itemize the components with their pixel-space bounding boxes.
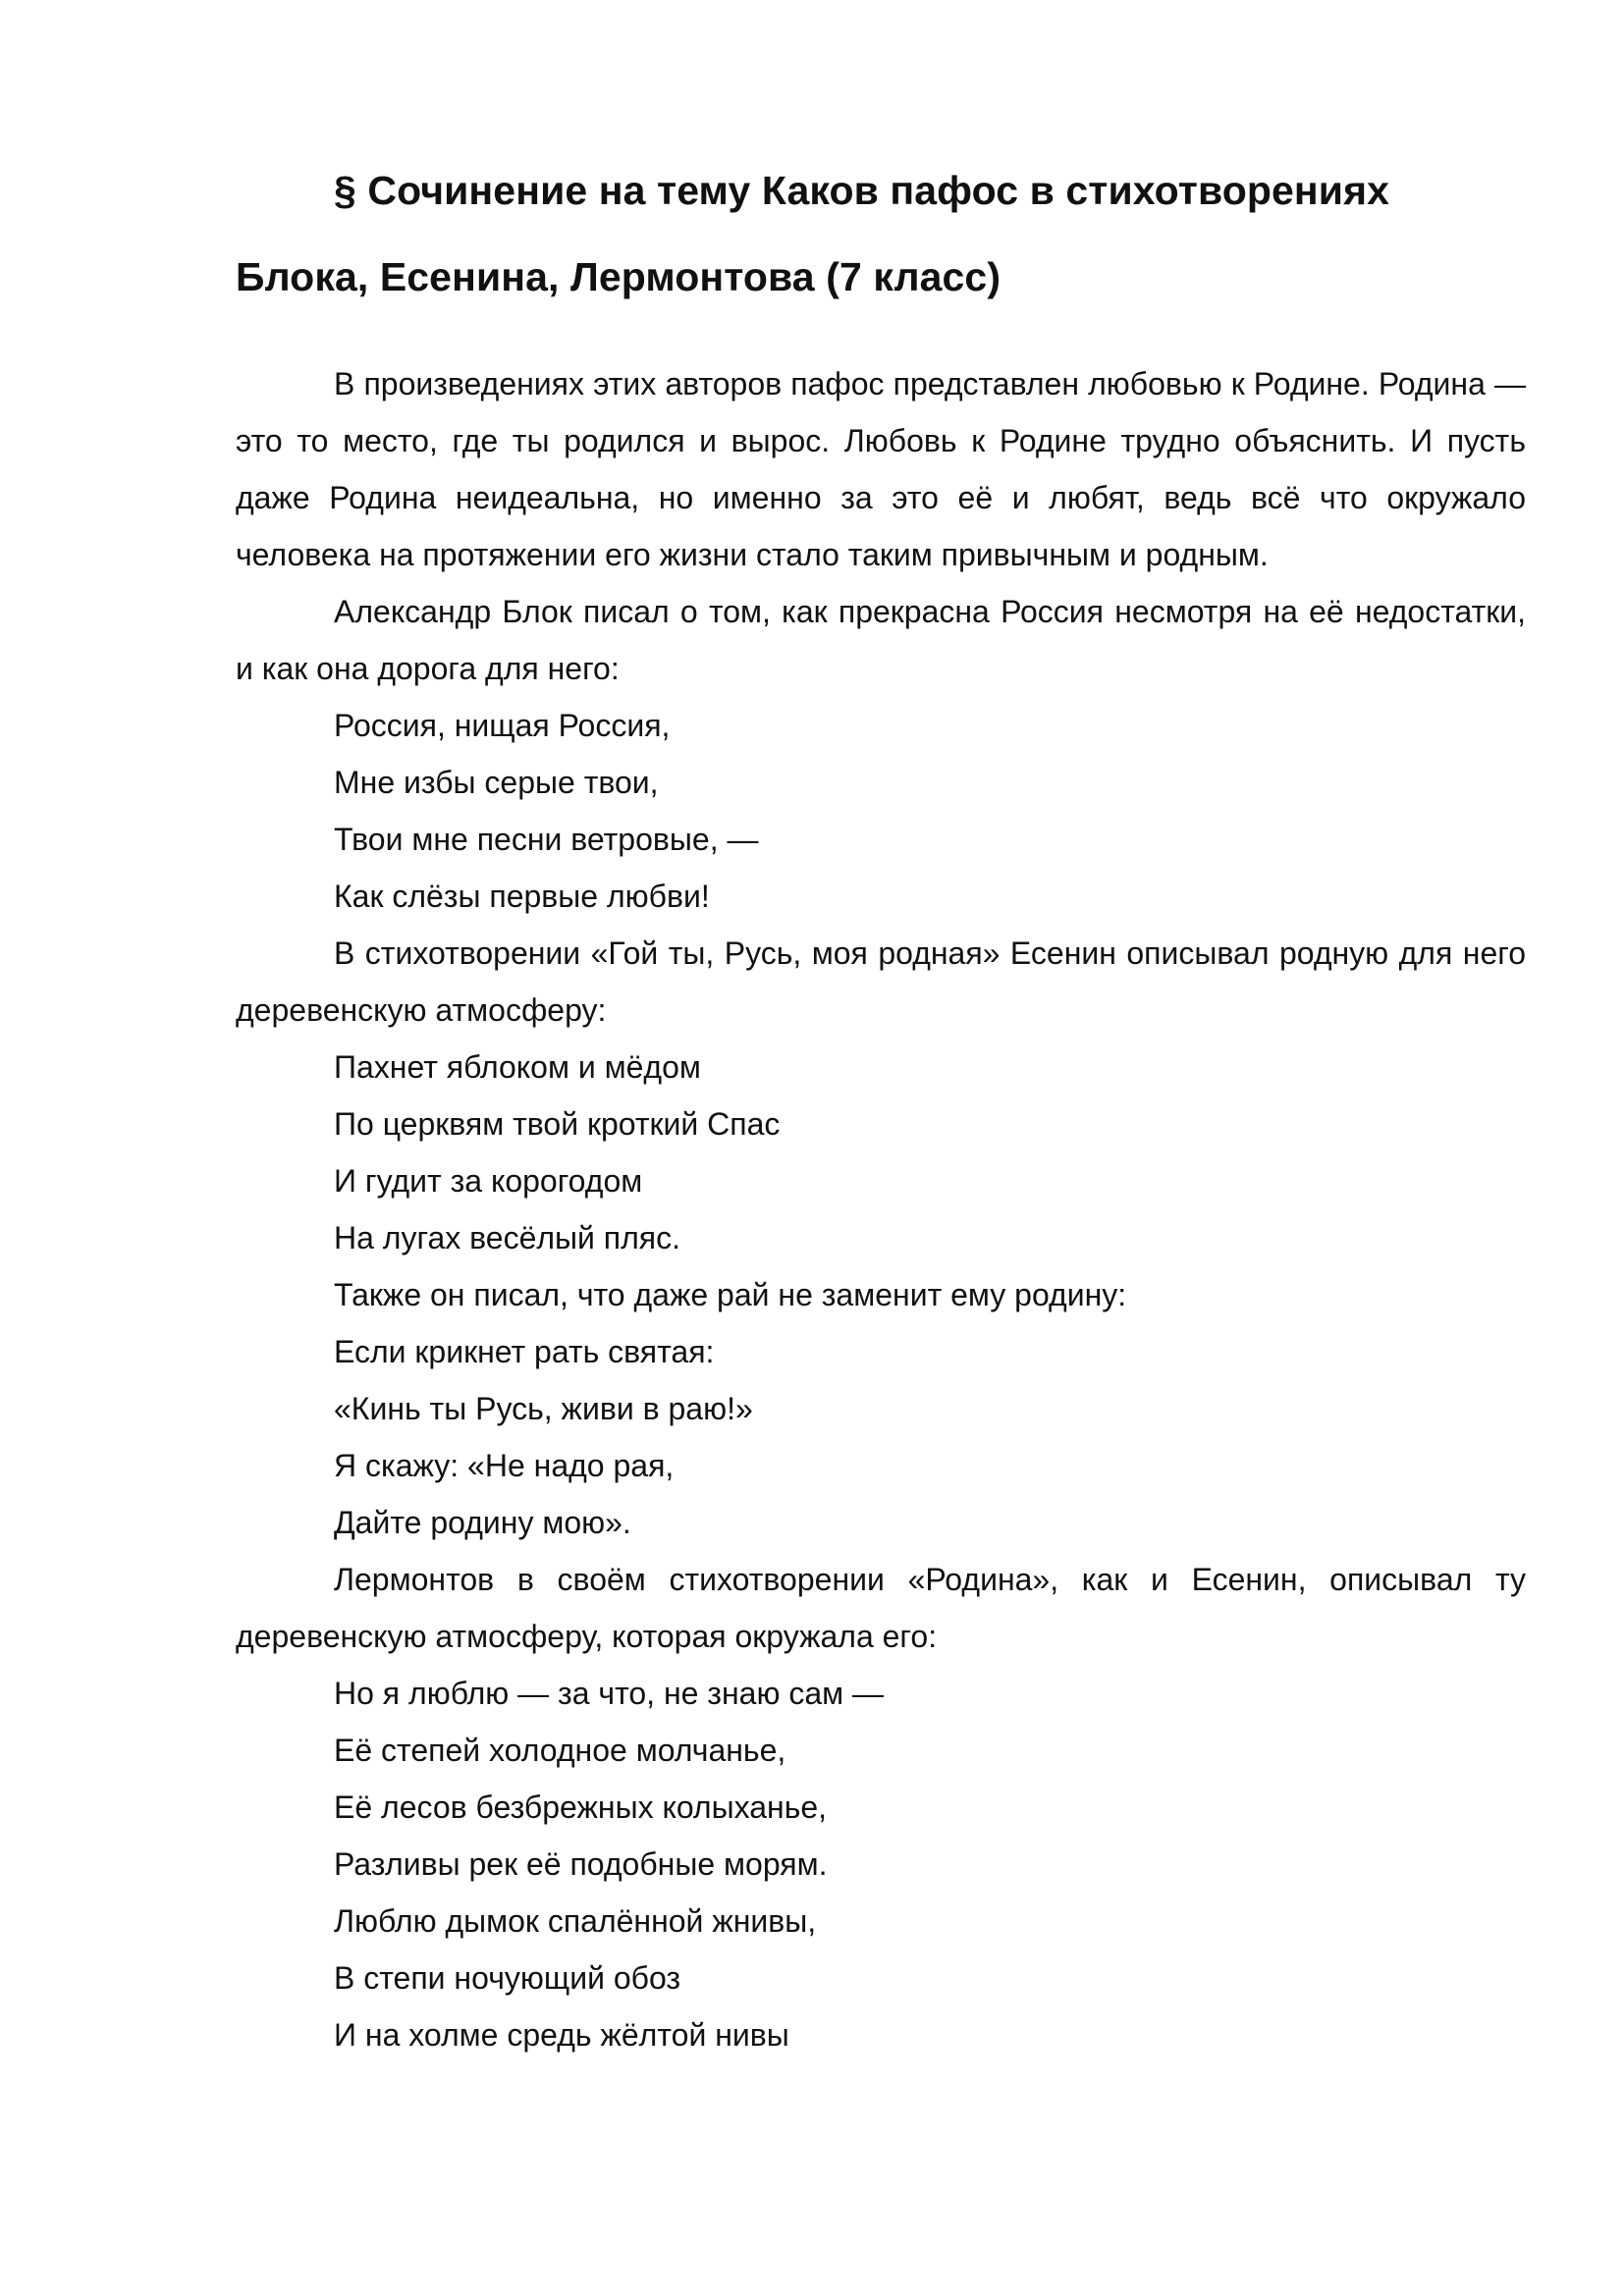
verse-line: Если крикнет рать святая: [334,1334,715,1369]
verse-line: Её степей холодное молчанье, [334,1733,786,1768]
esenin-verse-2 [236,1323,1526,1551]
blok-paragraph: Александр Блок писал о том, как прекрасна Россия несмотря на её недостатки, и как она дорога для него: [236,594,1526,686]
esenin-verse-1 [236,1039,1526,1266]
verse-line: Её лесов безбрежных колыханье, [334,1789,828,1825]
verse-line: Но я люблю — за что, не знаю сам — [334,1676,885,1711]
verse-line: Пахнет яблоком и мёдом [334,1049,701,1085]
blok-verse [236,697,1526,925]
verse-line: Россия, нищая Россия, [334,708,671,743]
verse-line: И на холме средь жёлтой нивы [334,2017,789,2053]
verse-line: Люблю дымок спалённой жнивы, [334,1903,817,1939]
verse-line: Разливы рек её подобные морям. [334,1846,828,1882]
verse-line: Мне избы серые твои, [334,765,659,800]
verse-line: И гудит за корогодом [334,1163,643,1199]
esenin-second-intro: Также он писал, что даже рай не заменит ему родину: [334,1277,1127,1312]
verse-line: Дайте родину мою». [334,1505,631,1540]
verse-line: «Кинь ты Русь, живи в раю!» [334,1391,753,1426]
verse-line: Твои мне песни ветровые, — [334,822,759,857]
esenin-paragraph: В стихотворении «Гой ты, Русь, моя родная» Есенин описывал родную для него деревенскую атмосферу: [236,935,1526,1028]
verse-line: Я скажу: «Не надо рая, [334,1448,675,1483]
verse-line: В степи ночующий обоз [334,1960,681,1996]
intro-paragraph: В произведениях этих авторов пафос представлен любовью к Родине. Родина — это то место, где ты родился и вырос. Любовь к Родине трудно объяснить. И пусть даже Родина неидеальна, но именно за это её и любят, ведь всё что окружало человека на протяжении его жизни стало таким привычным и родным. [236,366,1526,572]
document-body [236,355,1526,2063]
document-title: § Сочинение на тему Каков пафос в стихотворениях Блока, Есенина, Лермонтова (7 класс) [236,168,1390,299]
lermontov-verse [236,1665,1526,2063]
verse-line: На лугах весёлый пляс. [334,1220,681,1255]
verse-line: По церквям твой кроткий Спас [334,1106,781,1142]
verse-line: Как слёзы первые любви! [334,879,710,914]
lermontov-paragraph: Лермонтов в своём стихотворении «Родина», как и Есенин, описывал ту деревенскую атмосферу, которая окружала его: [236,1562,1526,1654]
